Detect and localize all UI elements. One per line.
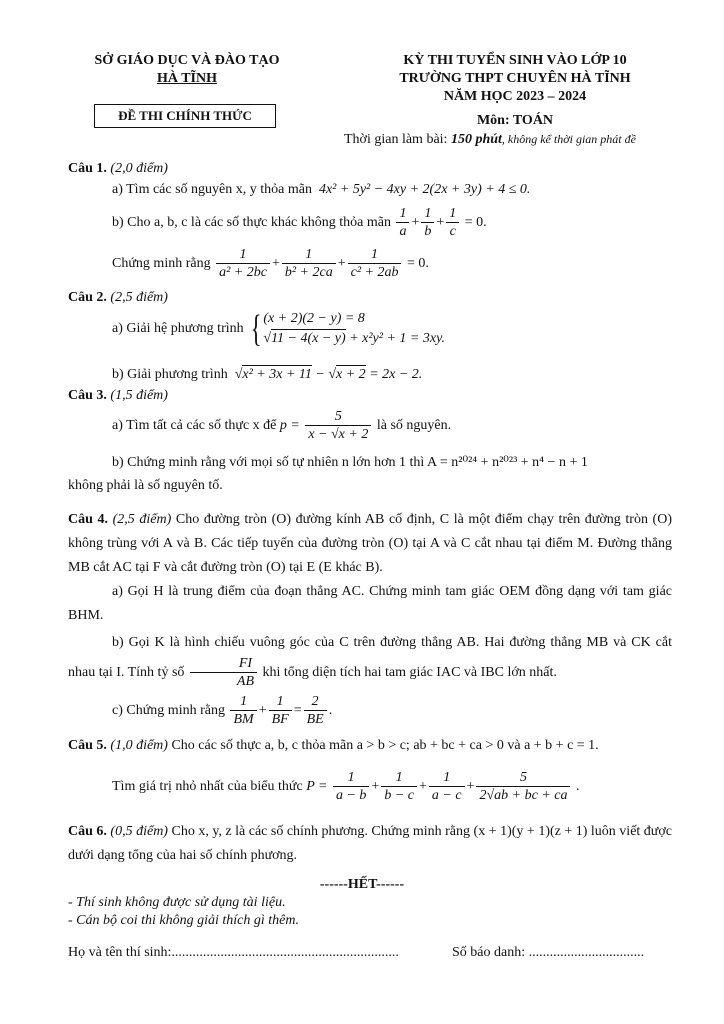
candidate-name-field: Họ và tên thí sinh:................................................................. bbox=[68, 945, 399, 960]
q2-part-b: b) Giải phương trình √x² + 3x + 11 − √x + 2 = 2x − 2. bbox=[112, 367, 423, 382]
note-materials: - Thí sinh không được sử dụng tài liệu. bbox=[68, 895, 286, 910]
q4-intro: Câu 4. (2,5 điểm) Cho đường tròn (O) đường kính AB cố định, C là một điểm chạy trên đường tròn (O) không trùng với A và B. Các tiếp tuyến của đường tròn (O) tại A và C cắt nhau tại điểm M. Đường thẳng MB cắt AC tại F và cắt đường tròn (O) tại E (E khác B). bbox=[68, 512, 672, 575]
department-name: SỞ GIÁO DỤC VÀ ĐÀO TẠO bbox=[94, 53, 280, 68]
q1-part-b: b) Cho a, b, c là các số thực khác không thỏa mãn $\frac{1}{a}$ + $\frac{1}{b}$ + $\frac{1}{c}$ = 0. bbox=[112, 206, 487, 239]
frac-c2: $\frac{1}{\text{c² + 2ab}}$ bbox=[348, 247, 402, 281]
q4-part-b: b) Gọi K là hình chiếu vuông góc của C trên đường thẳng AB. Hai đường thẳng MB và CK cắt nhau tại I. Tính tỷ số $\frac{FI}{AB}$ khi tổng diện tích hai tam giác IAC và IBC lớn nhất. bbox=[68, 635, 672, 689]
frac-be: $\frac{2}{BE}$ bbox=[304, 694, 327, 728]
frac-b2: $\frac{1}{\text{b² + 2ca}}$ bbox=[282, 247, 336, 281]
frac-1-a: $\frac{1}{a}$ bbox=[396, 206, 409, 240]
exam-title: KỲ THI TUYỂN SINH VÀO LỚP 10 bbox=[403, 53, 627, 68]
school-name: TRƯỜNG THPT CHUYÊN HÀ TĨNH bbox=[399, 71, 631, 86]
frac-a2: $\frac{1}{\text{a² + 2bc}}$ bbox=[216, 247, 270, 281]
school-year: NĂM HỌC 2023 – 2024 bbox=[443, 89, 587, 104]
q3-heading: Câu 3. (1,5 điểm) bbox=[68, 388, 168, 403]
q1-heading: Câu 1. (2,0 điểm) bbox=[68, 161, 168, 176]
q1-part-a: a) Tìm các số nguyên x, y thỏa mãn 4x² + 5y² − 4xy + 2(2x + 3y) + 4 ≤ 0. bbox=[112, 182, 531, 197]
frac-ac: $\frac{1}{a - c}$ bbox=[429, 770, 465, 804]
q3-part-b-line2: không phải là số nguyên tố. bbox=[68, 478, 223, 493]
subject: Môn: TOÁN bbox=[476, 113, 554, 128]
equation-system: (x + 2)(2 − y) = 8 √11 − 4(x − y) + x²y² + 1 = 3xy. bbox=[263, 311, 446, 346]
q4-part-c: c) Chứng minh rằng $\frac{1}{BM}$ + $\frac{1}{BF}$ = $\frac{2}{BE}$ . bbox=[112, 694, 333, 727]
frac-ab: $\frac{1}{a - b}$ bbox=[333, 770, 369, 804]
end-marker: ------HẾT------ bbox=[319, 877, 405, 892]
frac-bf: $\frac{1}{BF}$ bbox=[269, 694, 292, 728]
q3-part-b-line1: b) Chứng minh rằng với mọi số tự nhiên n lớn hơn 1 thì A = n²⁰²⁴ + n²⁰²³ + n⁴ − n + 1 bbox=[112, 455, 588, 470]
official-exam-box: ĐỀ THI CHÍNH THỨC bbox=[94, 104, 276, 128]
q6-text: Câu 6. (0,5 điểm) Cho x, y, z là các số chính phương. Chứng minh rằng (x + 1)(y + 1)(z + 1) luôn viết được dưới dạng tổng của hai số chính phương. bbox=[68, 824, 673, 863]
q3-part-a: a) Tìm tất cả các số thực x để p = $\frac{5}{x - √x + 2}$ là số nguyên. bbox=[112, 409, 452, 442]
q1-prove: Chứng minh rằng $\frac{1}{\text{a² + 2bc}}$ + $\frac{1}{\text{b² + 2ca}}$ + $\frac{1}{\text{c² + 2ab}}$ = 0. bbox=[112, 247, 429, 280]
frac-1-b: $\frac{1}{b}$ bbox=[421, 206, 434, 240]
q2-part-a: a) Giải hệ phương trình { (x + 2)(2 − y) = 8 √11 − 4(x − y) + x²y² + 1 = 3xy. bbox=[112, 308, 446, 350]
frac-bm: $\frac{1}{BM}$ bbox=[230, 694, 256, 728]
q5-intro: Câu 5. (1,0 điểm) Cho các số thực a, b, c thỏa mãn a > b > c; ab + bc + ca > 0 và a + b + c = 1. bbox=[68, 738, 599, 753]
province-name: HÀ TĨNH bbox=[156, 71, 218, 86]
candidate-id-field: Số báo danh: ................................. bbox=[452, 945, 645, 960]
frac-p: $\frac{5}{x - √x + 2}$ bbox=[305, 409, 371, 443]
frac-fi-ab: $\frac{FI}{AB}$ bbox=[190, 656, 257, 690]
frac-1-c: $\frac{1}{c}$ bbox=[446, 206, 459, 240]
q4-part-a: a) Gọi H là trung điểm của đoạn thẳng AC. Chứng minh tam giác OEM đồng dạng với tam giác BHM. bbox=[68, 584, 672, 623]
q2-heading: Câu 2. (2,5 điểm) bbox=[68, 290, 168, 305]
note-proctor: - Cán bộ coi thi không giải thích gì thêm. bbox=[68, 913, 299, 928]
frac-bc: $\frac{1}{b - c}$ bbox=[381, 770, 417, 804]
q5-find: Tìm giá trị nhỏ nhất của biểu thức P = $\frac{1}{a - b}$ + $\frac{1}{b - c}$ + $\frac{1}{a - c}$ + $\frac{5}{2√ab + bc + ca}$ . bbox=[112, 770, 580, 803]
frac-sqrt: $\frac{5}{2√ab + bc + ca}$ bbox=[476, 770, 570, 804]
time-allowed: Thời gian làm bài: 150 phút, không kể thời gian phát đề bbox=[344, 132, 636, 147]
